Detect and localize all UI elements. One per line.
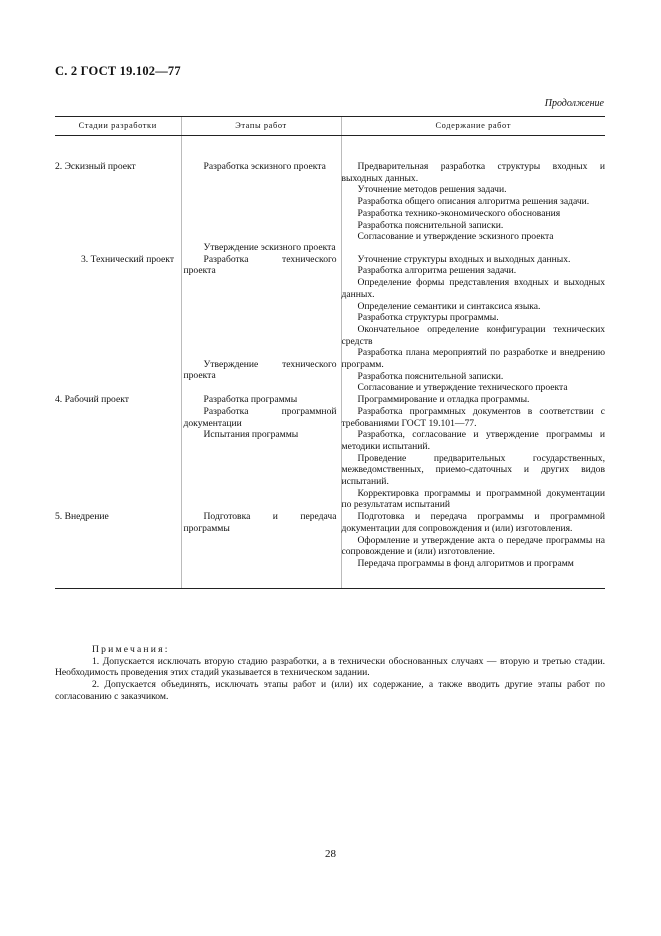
page-number: 28 xyxy=(325,848,336,860)
content-item: Разработка алгоритма решения задачи. xyxy=(357,265,517,277)
content-cell xyxy=(341,511,605,588)
table-row xyxy=(55,136,605,254)
stages-table xyxy=(55,116,605,589)
column-header-content: Содержание работ xyxy=(341,117,605,136)
content-item: Окончательное определение конфигурации технических средств xyxy=(341,323,605,347)
notes-section xyxy=(55,644,605,703)
phase-label: Утверждение технического проекта xyxy=(183,358,337,382)
note-item: 1. Допускается исключать вторую стадию разработки, а в технически обоснованных случаях — вторую и третью стадии. Необходимость проведения этих стадий указывается в техническом задании. xyxy=(55,655,605,679)
stage-cell xyxy=(55,136,181,254)
content-item: Корректировка программы и программной документации по результатам испытаний xyxy=(341,487,605,511)
table-row xyxy=(55,511,605,588)
content-item: Уточнение методов решения задачи. xyxy=(357,184,507,196)
stage-cell xyxy=(55,394,181,511)
stage-cell xyxy=(55,254,181,394)
content-cell xyxy=(341,254,605,394)
content-item: Разработка пояснительной записки. xyxy=(357,370,504,382)
content-item: Разработка плана мероприятий по разработке и внедрению программ. xyxy=(341,347,605,371)
content-cell xyxy=(341,136,605,254)
phase-label: Разработка технического проекта xyxy=(183,253,337,277)
phases-cell xyxy=(181,254,341,394)
content-item: Передача программы в фонд алгоритмов и программ xyxy=(357,557,574,569)
content-item: Разработка программных документов в соответствии с требованиями ГОСТ 19.101—77. xyxy=(341,405,605,429)
content-item: Определение формы представления входных и выходных данных. xyxy=(341,277,605,300)
column-header-phases: Этапы работ xyxy=(181,117,341,136)
continuation-label: Продолжение xyxy=(544,98,604,109)
content-item: Подготовка и передача программы и программной документации для сопровождения и (или) изготовления. xyxy=(341,511,605,534)
content-item: Разработка, согласование и утверждение программы и методики испытаний. xyxy=(341,429,605,452)
content-item: Проведение предварительных государственных, межведомственных, приемо-сдаточных и других видов испытаний. xyxy=(341,452,605,488)
phase-label: Разработка программной документации xyxy=(183,405,337,429)
notes-title: Примечания: xyxy=(92,644,170,655)
stage-label: 3. Технический проект xyxy=(81,253,175,265)
phase-label: Подготовка и передача программы xyxy=(183,511,337,534)
content-item: Разработка структуры программы. xyxy=(357,312,499,324)
phase-label: Разработка программы xyxy=(203,394,298,406)
stage-label: 4. Рабочий проект xyxy=(55,394,129,406)
content-item: Уточнение структуры входных и выходных данных. xyxy=(357,253,571,265)
content-item: Согласование и утверждение технического проекта xyxy=(357,382,568,394)
content-item: Предварительная разработка структуры входных и выходных данных. xyxy=(341,161,605,184)
content-cell xyxy=(341,394,605,511)
content-item: Разработка общего описания алгоритма решения задачи. xyxy=(357,196,590,208)
content-item: Программирование и отладка программы. xyxy=(357,394,530,406)
content-item: Согласование и утверждение эскизного проекта xyxy=(357,231,554,243)
content-item: Определение семантики и синтаксиса языка. xyxy=(357,300,541,312)
column-header-stages: Стадии разработки xyxy=(55,117,181,136)
phases-cell xyxy=(181,394,341,511)
table-row xyxy=(55,394,605,511)
stage-label: 2. Эскизный проект xyxy=(55,161,136,172)
content-item: Разработка технико-экономического обоснования xyxy=(357,207,561,219)
phases-cell xyxy=(181,511,341,588)
phase-label: Испытания программы xyxy=(203,429,299,441)
content-item: Оформление и утверждение акта о передаче программы на сопровождение и (или) изготовление. xyxy=(341,534,605,558)
stage-cell xyxy=(55,511,181,588)
note-item: 2. Допускается объединять, исключать этапы работ и (или) их содержание, а также вводить другие этапы работ по согласованию с заказчиком. xyxy=(55,679,605,702)
phases-cell xyxy=(181,136,341,254)
stage-label: 5. Внедрение xyxy=(55,511,109,523)
table-header-row xyxy=(55,117,605,136)
table-row xyxy=(55,254,605,394)
phase-label: Утверждение эскизного проекта xyxy=(203,242,336,253)
content-item: Разработка пояснительной записки. xyxy=(357,219,504,231)
page-header: С. 2 ГОСТ 19.102—77 xyxy=(55,64,181,78)
phase-label: Разработка эскизного проекта xyxy=(203,161,326,172)
